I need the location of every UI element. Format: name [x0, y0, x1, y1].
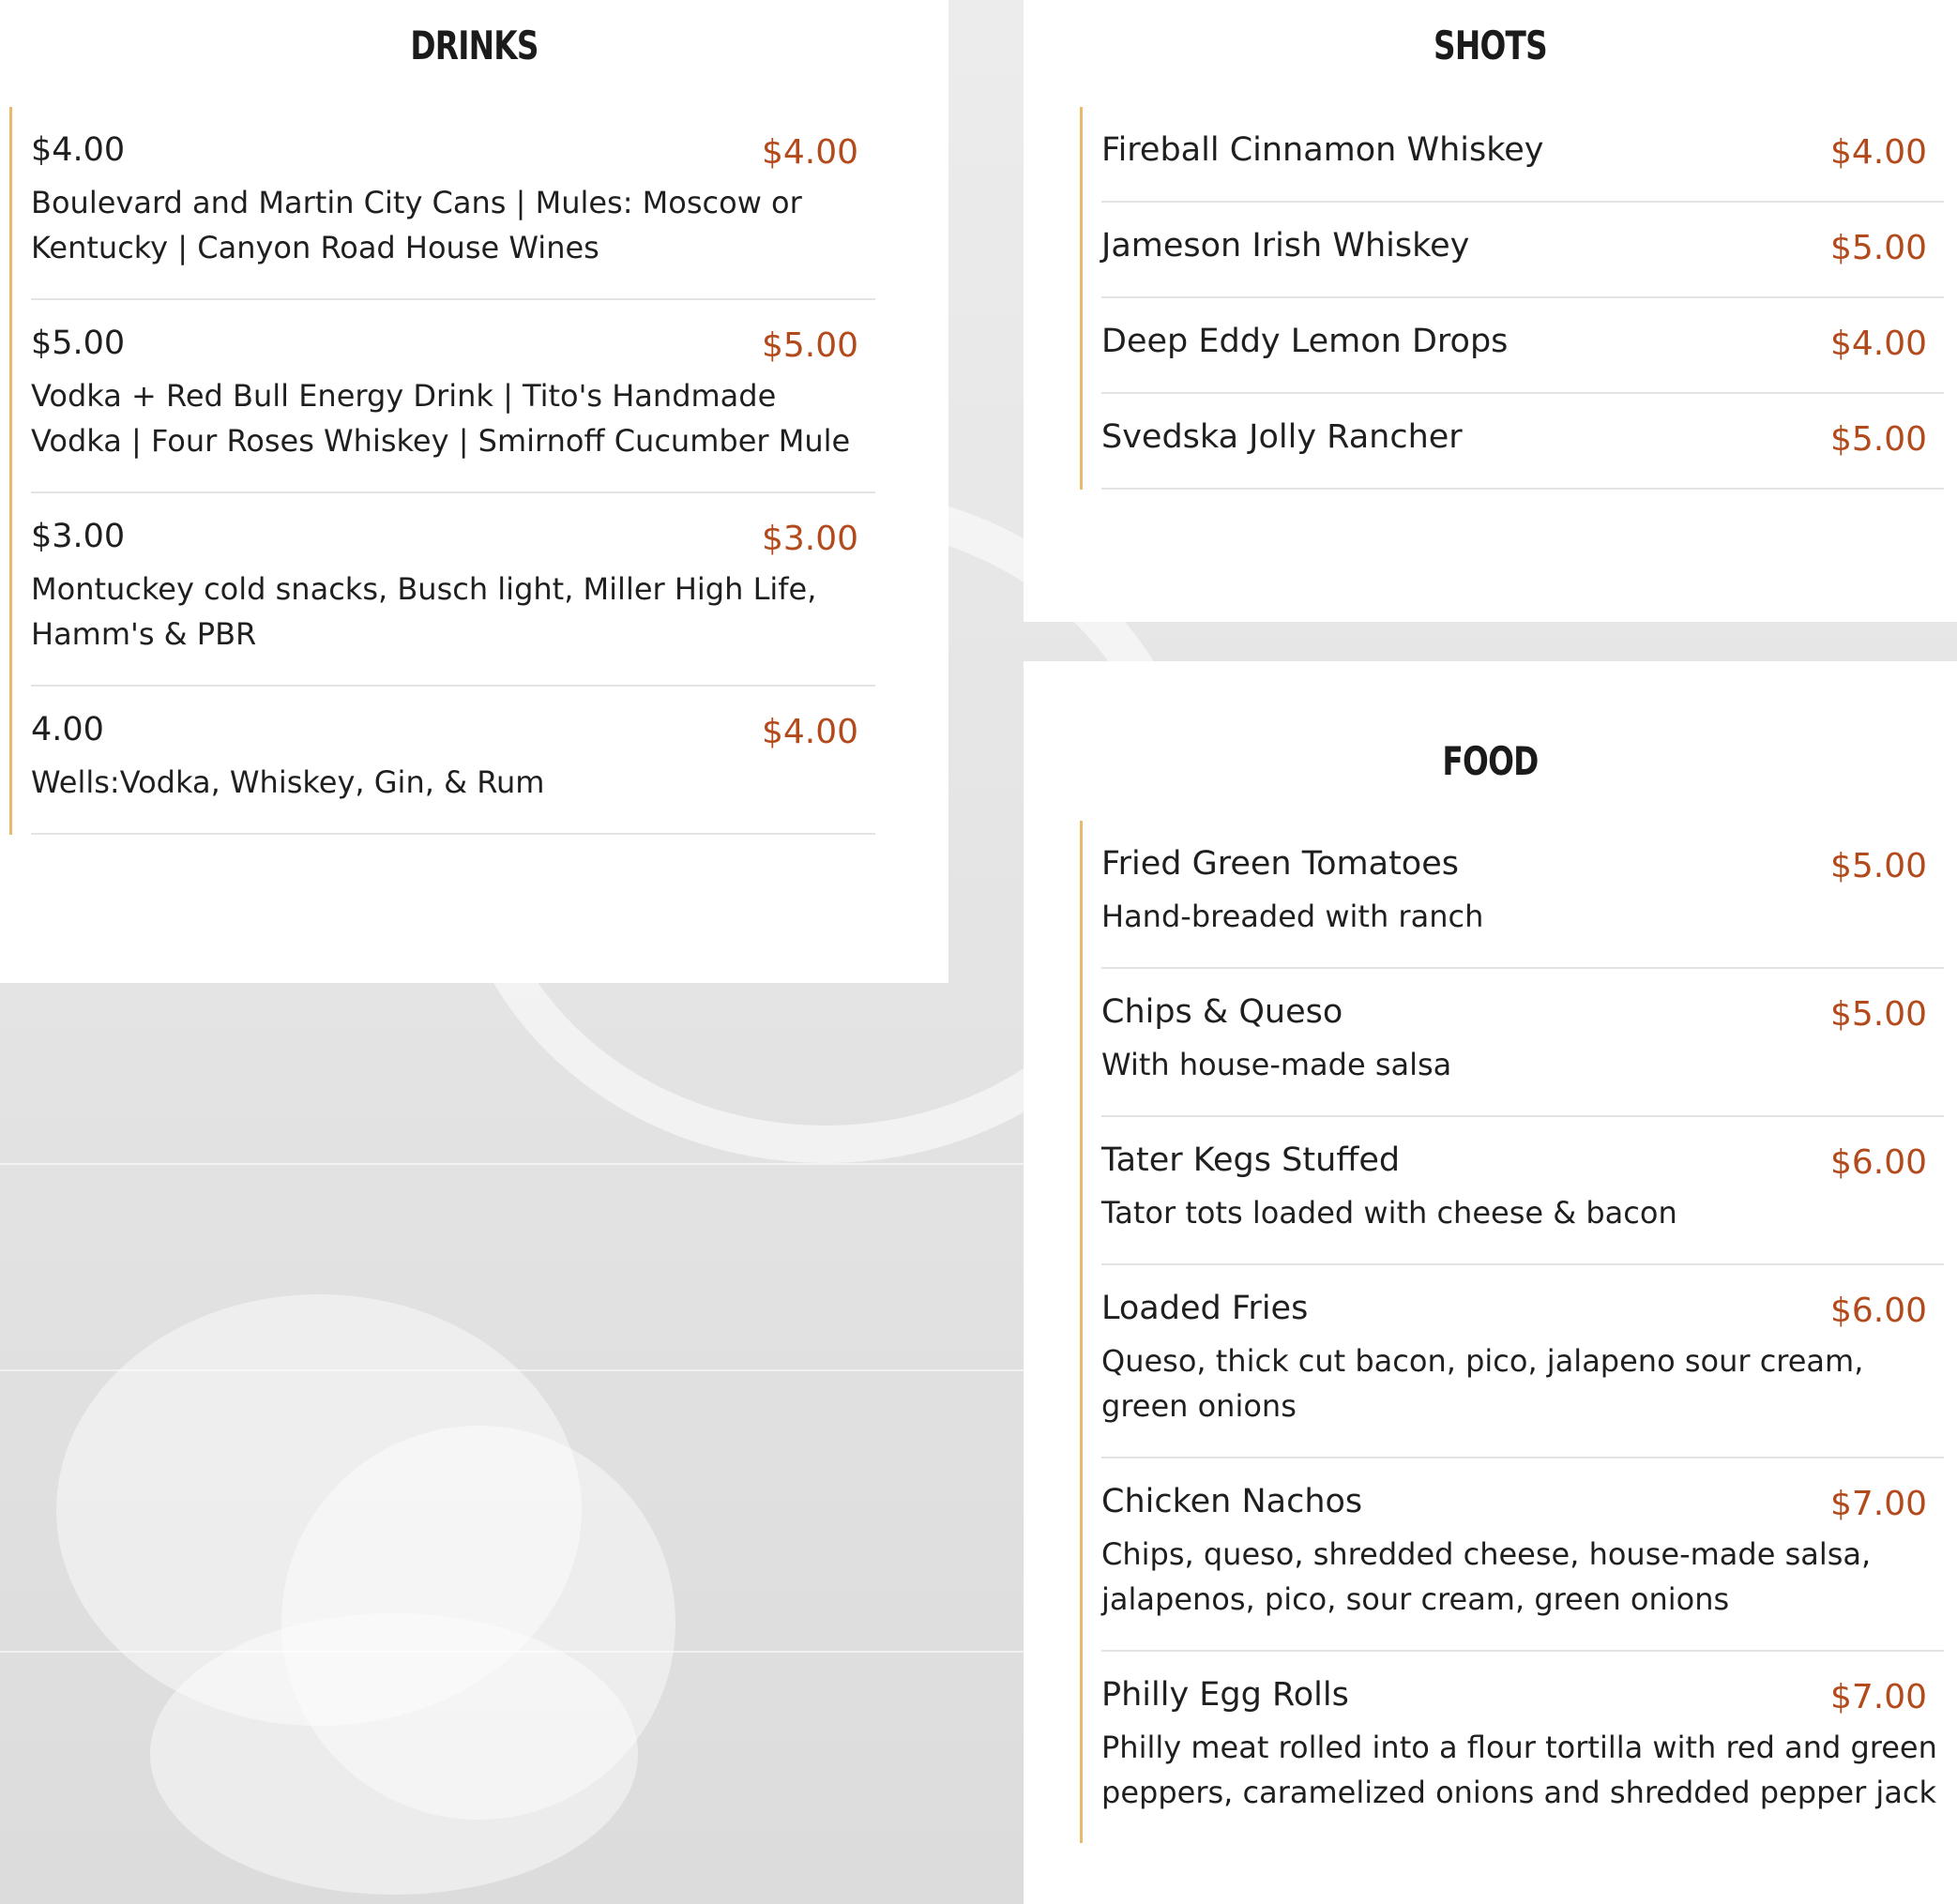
drinks-list	[9, 107, 875, 835]
item-name: 4.00	[31, 711, 104, 748]
item-description: Hand-breaded with ranch	[1101, 899, 1484, 934]
menu-item	[1101, 1652, 1944, 1843]
item-description: Philly meat rolled into a flour tortilla with red and green peppers, caramelized onions and shredded pepper jack	[1101, 1730, 1937, 1810]
item-name: Philly Egg Rolls	[1101, 1676, 1349, 1714]
item-name: $5.00	[31, 325, 126, 362]
menu-item	[31, 107, 875, 300]
item-price: $5.00	[761, 326, 858, 365]
item-price: $5.00	[1829, 847, 1927, 885]
item-name: $3.00	[31, 518, 126, 555]
item-description: Montuckey cold snacks, Busch light, Miller High Life, Hamm's & PBR	[31, 571, 817, 652]
food-list	[1080, 821, 1944, 1843]
food-panel	[1024, 661, 1957, 1904]
item-description: Chips, queso, shredded cheese, house-made salsa, jalapenos, pico, sour cream, green onions	[1101, 1536, 1872, 1617]
item-description: Wells:Vodka, Whiskey, Gin, & Rum	[31, 764, 545, 800]
item-price: $7.00	[1829, 1678, 1927, 1716]
item-price: $5.00	[1829, 229, 1927, 267]
shots-title: SHOTS	[1434, 23, 1547, 68]
menu-item	[1101, 1117, 1944, 1265]
menu-item	[1101, 821, 1944, 969]
item-price: $4.00	[761, 133, 858, 172]
item-name: Chicken Nachos	[1101, 1483, 1363, 1520]
drinks-panel	[0, 0, 948, 983]
item-price: $5.00	[1829, 995, 1927, 1034]
menu-item	[1101, 1265, 1944, 1458]
menu-item	[1101, 969, 1944, 1117]
menu-item	[31, 687, 875, 835]
item-name: $4.00	[31, 131, 126, 169]
item-price: $5.00	[1829, 420, 1927, 459]
menu-item	[1101, 1458, 1944, 1652]
food-title: FOOD	[1442, 738, 1539, 784]
item-name: Fried Green Tomatoes	[1101, 845, 1459, 883]
shots-panel	[1024, 0, 1957, 622]
item-price: $6.00	[1829, 1292, 1927, 1330]
menu-item	[1101, 298, 1944, 394]
item-name: Tater Kegs Stuffed	[1101, 1141, 1401, 1179]
item-price: $7.00	[1829, 1485, 1927, 1523]
item-price: $4.00	[1829, 133, 1927, 172]
item-price: $6.00	[1829, 1143, 1927, 1182]
item-description: Queso, thick cut bacon, pico, jalapeno sour cream, green onions	[1101, 1343, 1864, 1424]
menu-item	[31, 493, 875, 687]
item-description: Vodka + Red Bull Energy Drink | Tito's Handmade Vodka | Four Roses Whiskey | Smirnoff Cucumber Mule	[31, 378, 851, 459]
drinks-title: DRINKS	[410, 23, 539, 68]
item-name: Loaded Fries	[1101, 1290, 1309, 1327]
menu-item	[1101, 394, 1944, 490]
item-price: $4.00	[761, 713, 858, 751]
item-description: Tator tots loaded with cheese & bacon	[1101, 1195, 1677, 1231]
menu-item	[31, 300, 875, 493]
shots-list	[1080, 107, 1944, 490]
item-description: With house-made salsa	[1101, 1047, 1452, 1082]
item-price: $3.00	[761, 520, 858, 558]
item-name: Deep Eddy Lemon Drops	[1101, 323, 1509, 360]
menu-item	[1101, 107, 1944, 203]
menu-item	[1101, 203, 1944, 298]
item-name: Chips & Queso	[1101, 993, 1343, 1031]
item-description: Boulevard and Martin City Cans | Mules: Moscow or Kentucky | Canyon Road House Wines	[31, 185, 802, 265]
item-price: $4.00	[1829, 325, 1927, 363]
item-name: Fireball Cinnamon Whiskey	[1101, 131, 1544, 169]
item-name: Jameson Irish Whiskey	[1101, 227, 1470, 264]
item-name: Svedska Jolly Rancher	[1101, 418, 1463, 456]
